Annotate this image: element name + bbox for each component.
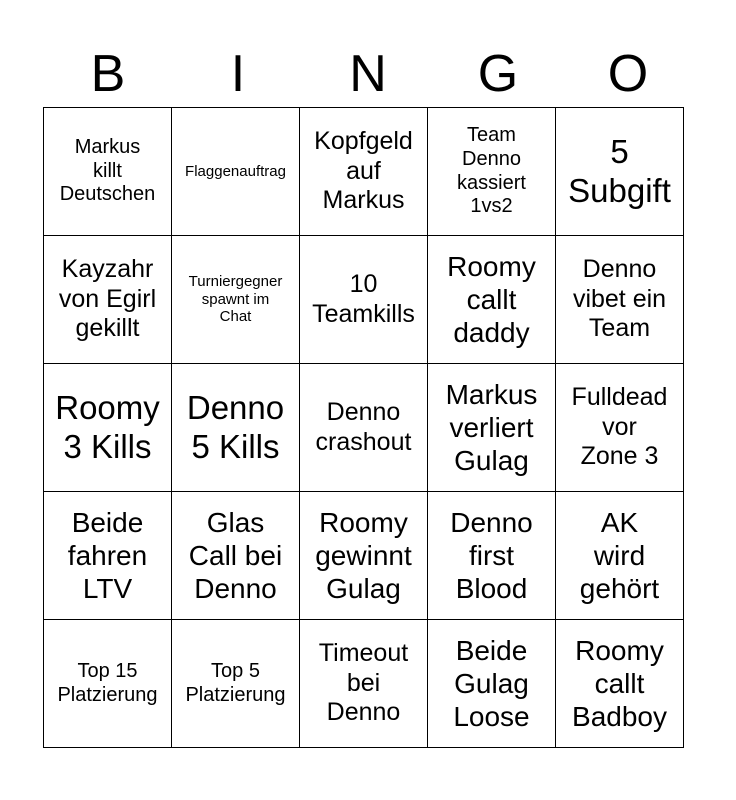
board-row [44,364,684,492]
bingo-cell[interactable]: AK wird gehört [556,492,684,620]
bingo-cell[interactable]: Beide fahren LTV [44,492,172,620]
bingo-cell[interactable]: Denno 5 Kills [172,364,300,492]
bingo-cell[interactable]: Glas Call bei Denno [172,492,300,620]
bingo-cell[interactable]: Roomy callt Badboy [556,620,684,748]
bingo-cell[interactable]: Top 5 Platzierung [172,620,300,748]
bingo-cell[interactable]: 5 Subgift [556,108,684,236]
header-letter-o: O [607,45,649,103]
bingo-cell[interactable]: Denno first Blood [428,492,556,620]
bingo-cell[interactable]: Top 15 Platzierung [44,620,172,748]
bingo-cell[interactable]: 10 Teamkills [300,236,428,364]
bingo-cell[interactable]: Kayzahr von Egirl gekillt [44,236,172,364]
bingo-header [43,40,693,108]
bingo-cell[interactable]: Kopfgeld auf Markus [300,108,428,236]
header-letter-n: N [349,45,387,103]
board-row [44,236,684,364]
header-letter-i: I [230,45,246,103]
bingo-cell[interactable]: Markus killt Deutschen [44,108,172,236]
header-letter-b: B [90,45,126,103]
board-row [44,492,684,620]
bingo-cell[interactable]: Flaggenauftrag [172,108,300,236]
bingo-cell[interactable]: Beide Gulag Loose [428,620,556,748]
header-letter-g: G [477,45,519,103]
bingo-board [43,107,684,748]
bingo-cell[interactable]: Team Denno kassiert 1vs2 [428,108,556,236]
bingo-cell[interactable]: Denno crashout [300,364,428,492]
board-row [44,108,684,236]
bingo-cell[interactable]: Roomy gewinnt Gulag [300,492,428,620]
bingo-cell[interactable]: Fulldead vor Zone 3 [556,364,684,492]
bingo-cell[interactable]: Turniergegner spawnt im Chat [172,236,300,364]
bingo-cell[interactable]: Roomy callt daddy [428,236,556,364]
bingo-cell[interactable]: Timeout bei Denno [300,620,428,748]
bingo-cell[interactable]: Markus verliert Gulag [428,364,556,492]
bingo-cell[interactable]: Denno vibet ein Team [556,236,684,364]
board-row [44,620,684,748]
bingo-cell[interactable]: Roomy 3 Kills [44,364,172,492]
